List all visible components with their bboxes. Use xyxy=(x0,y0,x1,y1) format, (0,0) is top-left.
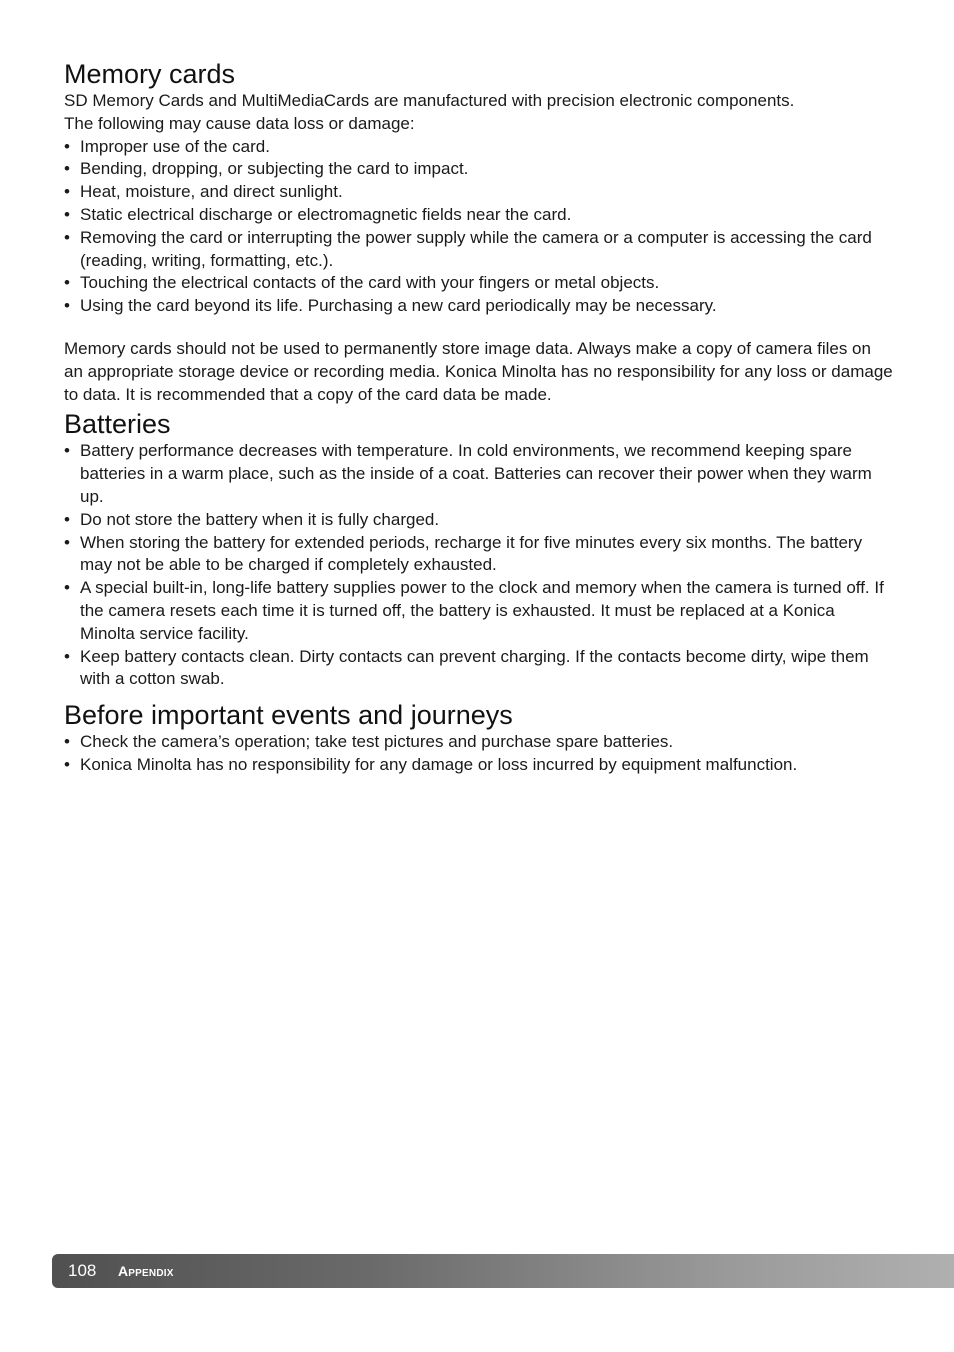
journeys-heading: Before important events and journeys xyxy=(64,700,513,731)
batteries-section xyxy=(64,408,894,691)
page-number: 108 xyxy=(68,1261,97,1280)
batteries-list xyxy=(64,440,894,691)
memory-cards-heading: Memory cards xyxy=(64,59,236,89)
list-item: • Bending, dropping, or subjecting the card to impact. xyxy=(64,158,894,181)
memory-cards-section xyxy=(64,58,894,406)
footer-section-name: Appendix xyxy=(118,1263,174,1279)
journeys-section xyxy=(64,699,894,777)
list-item: • When storing the battery for extended periods, recharge it for five minutes every six months. The battery may not be able to be charged if completely exhausted. xyxy=(64,532,894,578)
list-item: • Battery performance decreases with temperature. In cold environments, we recommend keeping spare batteries in a warm place, such as the inside of a coat. Batteries can recover their power when they warm up. xyxy=(64,440,894,508)
page-content xyxy=(64,58,894,777)
list-item: • Check the camera’s operation; take test pictures and purchase spare batteries. xyxy=(64,731,894,754)
list-item: • Removing the card or interrupting the power supply while the camera or a computer is accessing the card (reading, writing, formatting, etc.). xyxy=(64,227,894,273)
list-item: • Touching the electrical contacts of the card with your fingers or metal objects. xyxy=(64,272,894,295)
journeys-list xyxy=(64,731,894,777)
memory-cards-intro-line-1: SD Memory Cards and MultiMediaCards are manufactured with precision electronic components. xyxy=(64,91,795,110)
list-item: • Konica Minolta has no responsibility for any damage or loss incurred by equipment malfunction. xyxy=(64,754,894,777)
list-item: • Heat, moisture, and direct sunlight. xyxy=(64,181,894,204)
list-item: • Improper use of the card. xyxy=(64,136,894,159)
batteries-heading: Batteries xyxy=(64,409,171,440)
list-item: • Using the card beyond its life. Purchasing a new card periodically may be necessary. xyxy=(64,295,894,318)
memory-cards-note: Memory cards should not be used to permanently store image data. Always make a copy of camera files on an appropriate storage device or recording media. Konica Minolta has no responsibility for any loss or damage to data. It is recommended that a copy of the card data be made. xyxy=(64,338,893,404)
list-item: • Static electrical discharge or electromagnetic fields near the card. xyxy=(64,204,894,227)
memory-cards-list xyxy=(64,136,894,318)
list-item: • A special built-in, long-life battery supplies power to the clock and memory when the camera is turned off. If the camera resets each time it is turned off, the battery is exhausted. It must be replaced at a Konica Minolta service facility. xyxy=(64,577,894,645)
memory-cards-intro-line-2: The following may cause data loss or damage: xyxy=(64,113,415,133)
footer-bar xyxy=(52,1254,954,1288)
list-item: • Keep battery contacts clean. Dirty contacts can prevent charging. If the contacts become dirty, wipe them with a cotton swab. xyxy=(64,646,894,692)
list-item: • Do not store the battery when it is fully charged. xyxy=(64,509,894,532)
